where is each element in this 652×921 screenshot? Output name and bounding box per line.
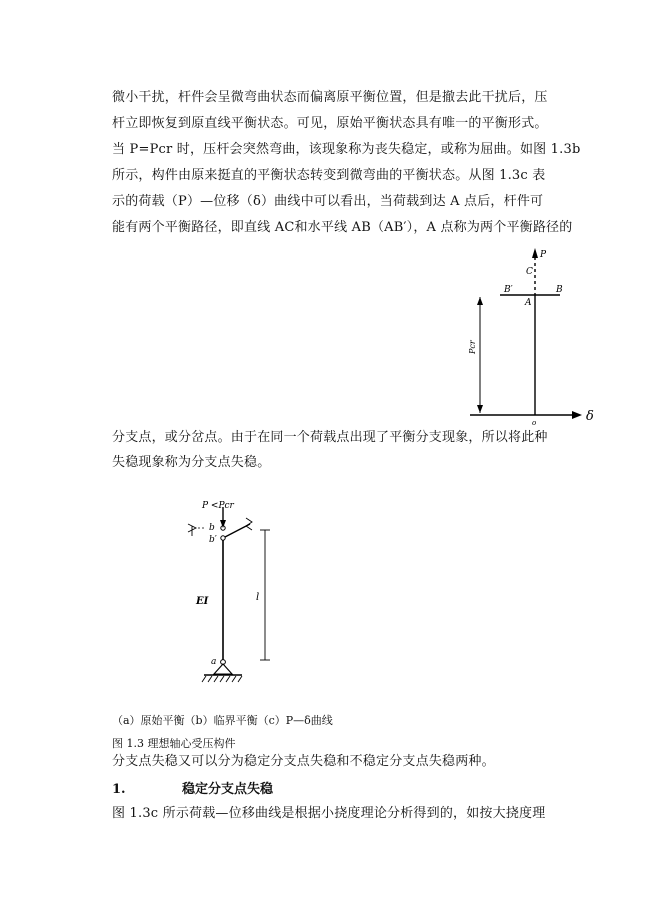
figure-1-3c-load-displacement: [460, 245, 610, 430]
body-text-line: 图 1.3c 所示荷载—位移曲线是根据小挠度理论分析得到的，如按大挠度理: [112, 806, 546, 821]
label-o: o: [532, 419, 537, 427]
label-b: b: [209, 523, 215, 533]
label-a: a: [211, 657, 217, 667]
label-b-prime: b′: [209, 535, 217, 545]
body-text-line: 分支点失稳又可以分为稳定分支点失稳和不稳定分支点失稳两种。: [112, 754, 495, 769]
body-text-line: 分支点，或分岔点。由于在同一个荷载点出现了平衡分支现象，所以将此种: [112, 430, 548, 445]
label-Pcr: Pcr: [468, 340, 477, 354]
section-number: 1.: [112, 782, 126, 797]
label-B: B: [556, 285, 563, 295]
body-text-line: 示的荷载（P）—位移（δ）曲线中可以看出，当荷载到达 A 点后，杆件可: [112, 194, 544, 209]
label-C: C: [526, 267, 533, 277]
label-delta: δ: [586, 409, 594, 424]
label-EI: EI: [196, 596, 209, 607]
body-text-line: 所示，构件由原来挺直的平衡状态转变到微弯曲的平衡状态。从图 1.3c 表: [112, 168, 546, 183]
label-P: P: [540, 250, 547, 260]
body-text-line: 微小干扰，杆件会呈微弯曲状态而偏离原平衡位置，但是撤去此干扰后，压: [112, 90, 548, 105]
label-l: l: [256, 592, 260, 603]
figure-caption: 图 1.3 理想轴心受压构件: [112, 737, 236, 750]
subfigure-caption: （a）原始平衡（b）临界平衡（c）P—δ曲线: [112, 714, 333, 727]
figure-1-3b-column: [180, 492, 290, 692]
label-A: A: [525, 298, 532, 308]
body-text-line: 失稳现象称为分支点失稳。: [112, 455, 271, 470]
body-text-line: 杆立即恢复到原直线平衡状态。可见，原始平衡状态具有唯一的平衡形式。: [112, 116, 548, 131]
section-title: 稳定分支点失稳: [182, 782, 274, 797]
body-text-line: 当 P=Pcr 时，压杆会突然弯曲，该现象称为丧失稳定，或称为屈曲。如图 1.3b: [112, 142, 581, 157]
section-heading: [112, 778, 273, 797]
body-text-line: 能有两个平衡路径，即直线 AC和水平线 AB（AB′），A 点称为两个平衡路径的: [112, 220, 573, 235]
label-B-prime: B′: [504, 285, 513, 295]
label-P-less-Pcr: P <Pcr: [202, 501, 234, 511]
